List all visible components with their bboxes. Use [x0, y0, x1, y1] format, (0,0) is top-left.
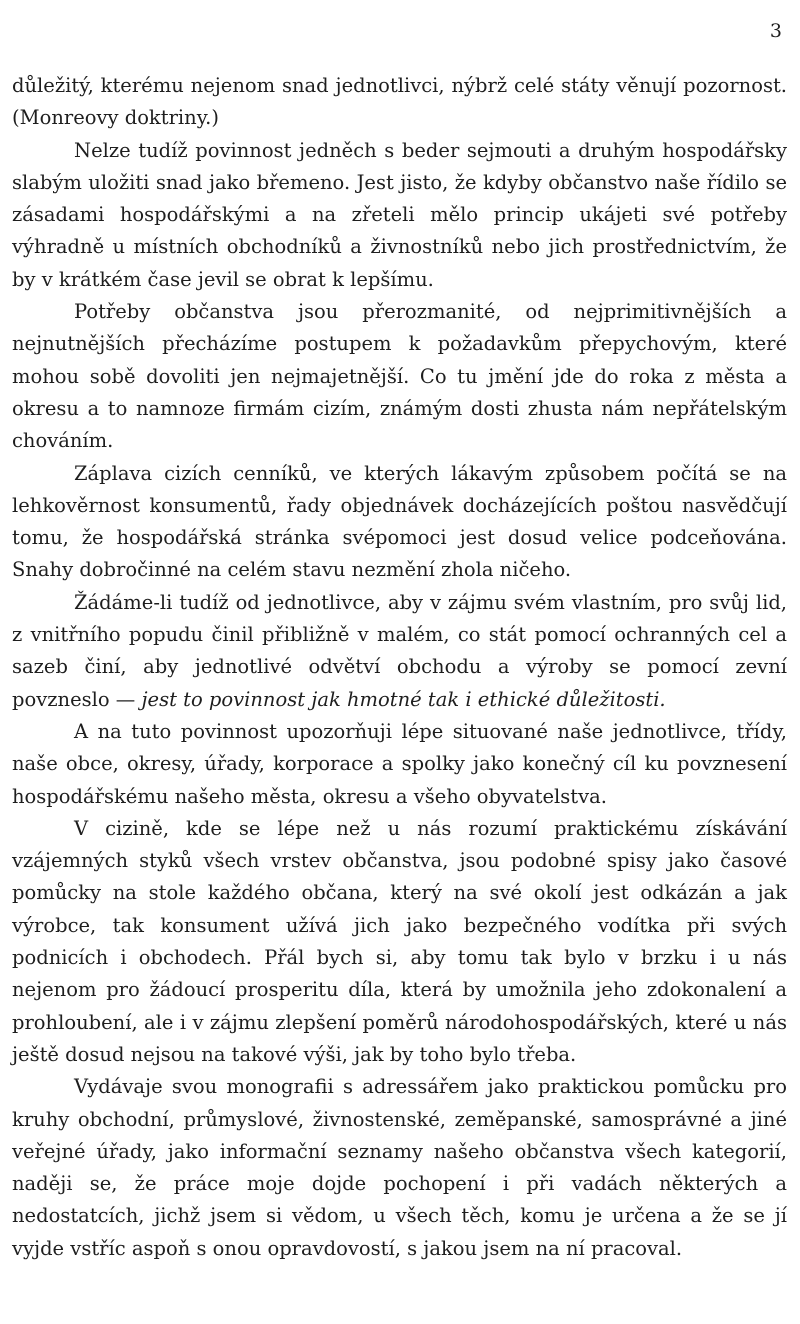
paragraph-continuation: důležitý, kterému nejenom snad jednotlivci, nýbrž celé státy věnují pozornost. (Monreovy doktriny.) [12, 74, 787, 130]
page-number: 3 [769, 20, 782, 42]
paragraph: Záplava cizích cenníků, ve kterých lákavým způsobem počítá se na lehkověrnost konsumentů, řady objednávek docházejících poštou nasvědčují tomu, že hospodářská stránka svépomoci jest dosud velice podceňována. Snahy dobročinné na celém stavu nezmění zhola ničeho. [12, 461, 787, 582]
paragraph: V cizině, kde se lépe než u nás rozumí praktickému získávání vzájemných styků všech vrstev občanstva, jsou podobné spisy jako časové pomůcky na stole každého občana, který na své okolí jest odkázán a jak výrobce, tak konsument užívá jich jako bezpečného vodítka při svých podnicích i obchodech. Přál bych si, aby tomu tak bylo v brzku i u nás nejenom pro žádoucí prosperitu díla, která by umožnila jeho zdokonalení a prohloubení, ale i v zájmu zlepšení poměrů národohospodářských, které u nás ještě dosud nejsou na takové výši, jak by toho bylo třeba. [12, 816, 787, 1066]
emphasized-text: jest to povinnost jak hmotné tak i ethické důležitosti. [141, 687, 666, 711]
paragraph: Vydávaje svou monografii s adressářem jako praktickou pomůcku pro kruhy obchodní, průmyslové, živnostenské, zeměpanské, samosprávné a jiné veřejné úřady, jako informační seznamy našeho občanstva všech kategorií, naději se, že práce moje dojde pochopení i při vadách některých a nedostatcích, jichž jsem si vědom, u všech těch, komu je určena a že se jí vyjde vstříc aspoň s onou opravdovostí, s jakou jsem na ní pracoval. [12, 1075, 787, 1260]
document-body [12, 70, 787, 1265]
paragraph: Potřeby občanstva jsou přerozmanité, od nejprimitivnějších a nejnutnějších přecházíme postupem k požadavkům přepychovým, které mohou sobě dovoliti jen nejmajetnější. Co tu jmění jde do roka z města a okresu a to namnoze firmám cizím, známým dosti zhusta nám nepřátelským chováním. [12, 300, 787, 453]
paragraph: A na tuto povinnost upozorňuji lépe situované naše jednotlivce, třídy, naše obce, okresy, úřady, korporace a spolky jako konečný cíl ku povznesení hospodářskému našeho města, okresu a všeho obyvatelstva. [12, 719, 787, 808]
paragraph-text: Žádáme-li tudíž od jednotlivce, aby v zájmu svém vlastním, pro svůj lid, z vnitřního popudu činil přibližně v malém, co stát pomocí ochranných cel a sazeb činí, aby jednotlivé odvětví obchodu a výroby se pomocí zevní povzneslo — [12, 590, 787, 711]
paragraph-with-emphasis [12, 587, 787, 716]
paragraph: Nelze tudíž povinnost jedněch s beder sejmouti a druhým hospodářsky slabým uložiti snad jako břemeno. Jest jisto, že kdyby občanstvo naše řídilo se zásadami hospodářskými a na zřeteli mělo princip ukájeti své potřeby výhradně u místních obchodníků a živnostníků nebo jich prostřednictvím, že by v krátkém čase jevil se obrat k lepšímu. [12, 138, 787, 291]
